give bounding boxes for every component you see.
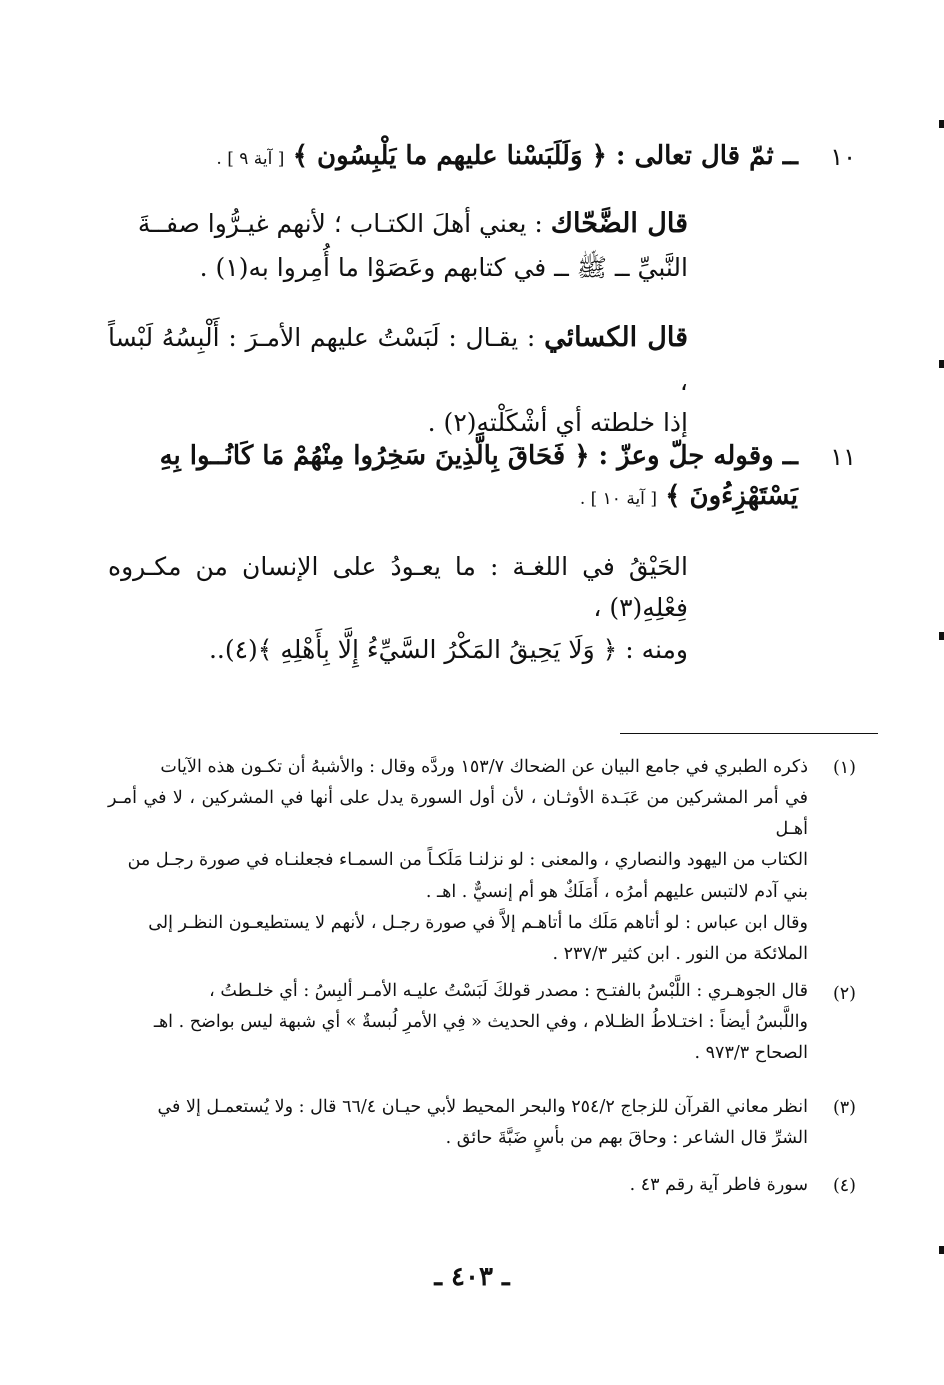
paragraph-text: النَّبيِّ ــ ﷺ ــ في كتابهم وعَصَوْا ما أُمِروا به(١) . bbox=[199, 252, 688, 282]
paragraph-text: الحَيْقُ في اللغـة : ما يعـودُ على الإنسان من مكـروه فِعْلِهِ(٣) ، bbox=[108, 552, 688, 623]
verse-reference: [ آية ٩ ] . bbox=[216, 149, 285, 169]
footnote-number: (٣) bbox=[832, 1098, 856, 1118]
footnote-separator bbox=[620, 733, 878, 734]
paragraph-text: إذا خلطته أي أشْكَلْته(٢) . bbox=[427, 407, 688, 437]
footnote-line: الكتاب من اليهود والنصاري ، والمعنى : لو نزلنـا مَلَكـاً من السمـاء فجعلنـاه في صورة رجـل من bbox=[127, 850, 808, 871]
paragraph-text: : يقـال : لَبَسْتُ عليهم الأمـرَ : أَلْبِسُهُ لَبْساً ، bbox=[108, 323, 688, 396]
verse-reference: [ آية ١٠ ] . bbox=[579, 489, 657, 510]
paragraph-text: ومنه : ﴿ وَلَا يَحِيقُ المَكْرُ السَّيِّءُ إِلَّا بِأَهْلِهِ ﴾(٤).. bbox=[208, 634, 688, 664]
footnote-number: (٤) bbox=[832, 1176, 856, 1196]
entry-number: ١١ bbox=[830, 443, 856, 471]
entry-heading bbox=[108, 436, 798, 517]
entry-number: ١٠ bbox=[830, 143, 856, 171]
scan-edge-mark bbox=[939, 632, 944, 640]
footnote-line: بني آدم لالتبس عليهم أمرُه ، أَمَلَكٌ هو أم إنسيٌّ . اهـ . bbox=[425, 881, 808, 902]
commentary-paragraph bbox=[108, 546, 688, 670]
footnote-number: (١) bbox=[832, 758, 856, 778]
footnote-line: سورة فاطر آية رقم ٤٣ . bbox=[629, 1175, 808, 1195]
entry-line bbox=[108, 476, 798, 516]
footnote bbox=[108, 976, 808, 1069]
footnote-line: وقال ابن عباس : لو أتاهم مَلَك ما أتاهـم إلاَّ في صورة رجـل ، لأنهم لا يستطيعـون النظـر إلى bbox=[148, 912, 808, 933]
entry-line bbox=[108, 136, 798, 176]
scan-edge-mark bbox=[939, 120, 944, 128]
footnote bbox=[108, 1170, 808, 1201]
verse-text: ــ وقوله جلّ وعزّ : ﴿ فَحَاقَ بِالَّذِينَ سَخِرُوا مِنْهُمْ مَا كَانُــوا بِهِ bbox=[159, 441, 798, 471]
entry-heading bbox=[108, 136, 798, 176]
scan-edge-mark bbox=[939, 1246, 944, 1254]
footnote-line: واللَّبسُ أيضاً : اختـلاطُ الظـلام ، وفي الحديث « فِي الأمرِ لُبسةٌ » أي شبهة ليس بواضح . اهـ bbox=[153, 1012, 808, 1033]
page-number: ـ ٤٠٣ ـ bbox=[434, 1262, 510, 1292]
paragraph-text: : يعني أهلَ الكتـاب ؛ لأنهم غيـرُّوا صفــةَ bbox=[137, 209, 543, 238]
commentary-paragraph bbox=[108, 202, 688, 288]
paragraph-lead: قال الضَّحّاك bbox=[550, 208, 688, 239]
footnote-number: (٢) bbox=[832, 984, 856, 1004]
footnote-line: الصحاح ٩٧٣/٣ . bbox=[694, 1043, 808, 1064]
scan-edge-mark bbox=[939, 360, 944, 368]
paragraph-lead: قال الكسائي bbox=[544, 322, 688, 353]
verse-text: ــ ثمّ قال تعالى : ﴿ وَلَلَبَسْنا عليهم ما يَلْبِسُون ﴾ bbox=[292, 141, 798, 171]
footnote bbox=[108, 752, 808, 970]
commentary-paragraph bbox=[108, 316, 688, 443]
footnote-line: في أمر المشركين من عَبَـدة الأوثـان ، لأن أول السورة يدل على أنها في المشركين ، لا في أمـر أهـل bbox=[108, 788, 808, 840]
footnote-line: ذكره الطبري في جامع البيان عن الضحاك ١٥٣/٧ وردَّه وقال : والأشبهُ أن تكـون هذه الآيات bbox=[160, 757, 808, 777]
footnote-line: الشرِّ قال الشاعر : وحاقَ بهم من بأسٍ ضَبَّةَ حائق . bbox=[445, 1128, 808, 1149]
footnote-line: الملائكة من النور . ابن كثير ٢٣٧/٣ . bbox=[552, 943, 808, 964]
footnote bbox=[108, 1092, 808, 1154]
verse-text: يَسْتَهْزِءُونَ ﴾ bbox=[665, 481, 798, 512]
footnote-line: انظر معاني القرآن للزجاج ٢٥٤/٢ والبحر المحيط لأبي حيـان ٦٦/٤ قال : ولا يُستعمـل إلا في bbox=[157, 1097, 808, 1117]
footnote-line: قال الجوهـري : اللَّبْسُ بالفتـح : مصدر قولكَ لَبَسْتُ عليـه الأمـر ألبِسُ : أي خلـطتُ ، bbox=[209, 981, 808, 1001]
